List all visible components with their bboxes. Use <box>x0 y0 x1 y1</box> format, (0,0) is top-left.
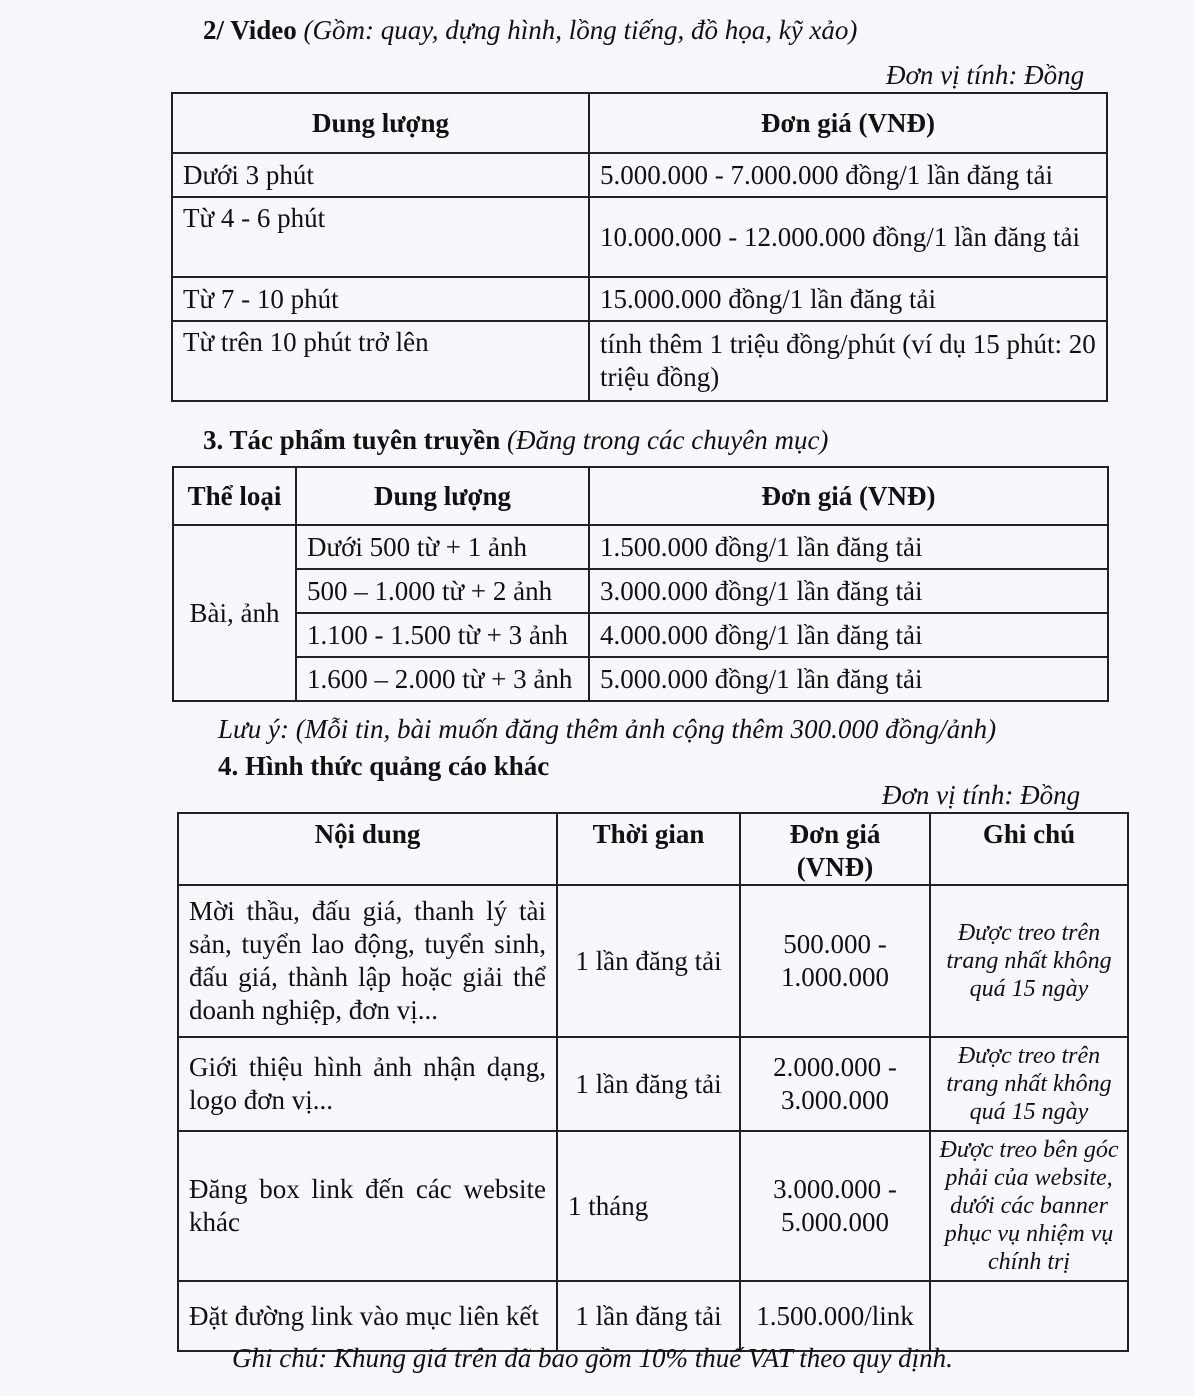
time-cell: 1 tháng <box>557 1131 740 1281</box>
section-2-subtitle: (Gồm: quay, dựng hình, lồng tiếng, đồ họa, kỹ xảo) <box>303 15 858 45</box>
size-cell: 1.600 – 2.000 từ + 3 ảnh <box>296 657 589 701</box>
price-cell: 3.000.000 đồng/1 lần đăng tải <box>589 569 1108 613</box>
price-cell: 5.000.000 đồng/1 lần đăng tải <box>589 657 1108 701</box>
table-row <box>173 569 1108 613</box>
table-row <box>178 1281 1128 1351</box>
time-cell: 1 lần đăng tải <box>557 1037 740 1131</box>
header-don-gia: Đơn giá (VNĐ) <box>589 93 1107 153</box>
price-cell: 15.000.000 đồng/1 lần đăng tải <box>589 277 1107 321</box>
duration-cell: Từ trên 10 phút trở lên <box>172 321 589 401</box>
header-noi-dung: Nội dung <box>178 813 557 885</box>
price-cell: 1.500.000/link <box>740 1281 930 1351</box>
section-2-unit: Đơn vị tính: Đồng <box>886 60 1085 90</box>
price-cell: 3.000.000 - 5.000.000 <box>740 1131 930 1281</box>
table-row <box>172 321 1107 401</box>
price-cell: 1.500.000 đồng/1 lần đăng tải <box>589 525 1108 569</box>
section-2-heading <box>203 14 857 46</box>
price-cell: 10.000.000 - 12.000.000 đồng/1 lần đăng tải <box>589 197 1107 277</box>
other-ads-price-table <box>177 812 1129 1352</box>
header-dung-luong: Dung lượng <box>172 93 589 153</box>
table-row <box>173 657 1108 701</box>
table-row <box>173 525 1108 569</box>
duration-cell: Dưới 3 phút <box>172 153 589 197</box>
duration-cell: Từ 4 - 6 phút <box>172 197 589 277</box>
propaganda-price-table <box>172 466 1109 702</box>
content-cell: Đăng box link đến các website khác <box>178 1131 557 1281</box>
header-thoi-gian: Thời gian <box>557 813 740 885</box>
note-cell: Được treo trên trang nhất không quá 15 ngày <box>930 1037 1128 1131</box>
size-cell: 1.100 - 1.500 từ + 3 ảnh <box>296 613 589 657</box>
price-cell: 2.000.000 - 3.000.000 <box>740 1037 930 1131</box>
video-price-table <box>171 92 1108 402</box>
time-cell: 1 lần đăng tải <box>557 885 740 1037</box>
size-cell: Dưới 500 từ + 1 ảnh <box>296 525 589 569</box>
price-cell: 5.000.000 - 7.000.000 đồng/1 lần đăng tải <box>589 153 1107 197</box>
duration-cell: Từ 7 - 10 phút <box>172 277 589 321</box>
section-3-title: 3. Tác phẩm tuyên truyền <box>203 425 501 455</box>
content-cell: Đặt đường link vào mục liên kết <box>178 1281 557 1351</box>
table-row <box>173 613 1108 657</box>
note-cell: Được treo bên góc phải của website, dưới các banner phục vụ nhiệm vụ chính trị <box>930 1131 1128 1281</box>
content-cell: Giới thiệu hình ảnh nhận dạng, logo đơn vị... <box>178 1037 557 1131</box>
section-3-note: Lưu ý: (Mỗi tin, bài muốn đăng thêm ảnh cộng thêm 300.000 đồng/ảnh) <box>218 714 997 744</box>
price-cell: tính thêm 1 triệu đồng/phút (ví dụ 15 phút: 20 triệu đồng) <box>589 321 1107 401</box>
footer-note: Ghi chú: Khung giá trên đã bao gồm 10% thuế VAT theo quy định. <box>232 1343 953 1373</box>
content-cell: Mời thầu, đấu giá, thanh lý tài sản, tuyển lao động, tuyển sinh, đấu giá, thành lập hoặc giải thể doanh nghiệp, đơn vị... <box>178 885 557 1037</box>
price-cell: 4.000.000 đồng/1 lần đăng tải <box>589 613 1108 657</box>
note-cell: Được treo trên trang nhất không quá 15 ngày <box>930 885 1128 1037</box>
table-row <box>172 197 1107 277</box>
price-cell: 500.000 - 1.000.000 <box>740 885 930 1037</box>
header-don-gia: Đơn giá (VNĐ) <box>740 813 930 885</box>
header-don-gia: Đơn giá (VNĐ) <box>589 467 1108 525</box>
header-ghi-chu: Ghi chú <box>930 813 1128 885</box>
header-the-loai: Thể loại <box>173 467 296 525</box>
section-4-unit: Đơn vị tính: Đồng <box>882 780 1081 810</box>
category-cell: Bài, ảnh <box>173 525 296 701</box>
header-dung-luong: Dung lượng <box>296 467 589 525</box>
table-row <box>172 153 1107 197</box>
note-cell <box>930 1281 1128 1351</box>
section-3-subtitle: (Đăng trong các chuyên mục) <box>507 425 829 455</box>
section-4-heading <box>218 750 549 782</box>
table-row <box>178 885 1128 1037</box>
section-4-title: 4. Hình thức quảng cáo khác <box>218 751 550 781</box>
section-3-heading <box>203 424 828 456</box>
table-row <box>172 277 1107 321</box>
table-row <box>178 1131 1128 1281</box>
time-cell: 1 lần đăng tải <box>557 1281 740 1351</box>
section-2-title: 2/ Video <box>203 15 297 45</box>
table-row <box>178 1037 1128 1131</box>
size-cell: 500 – 1.000 từ + 2 ảnh <box>296 569 589 613</box>
